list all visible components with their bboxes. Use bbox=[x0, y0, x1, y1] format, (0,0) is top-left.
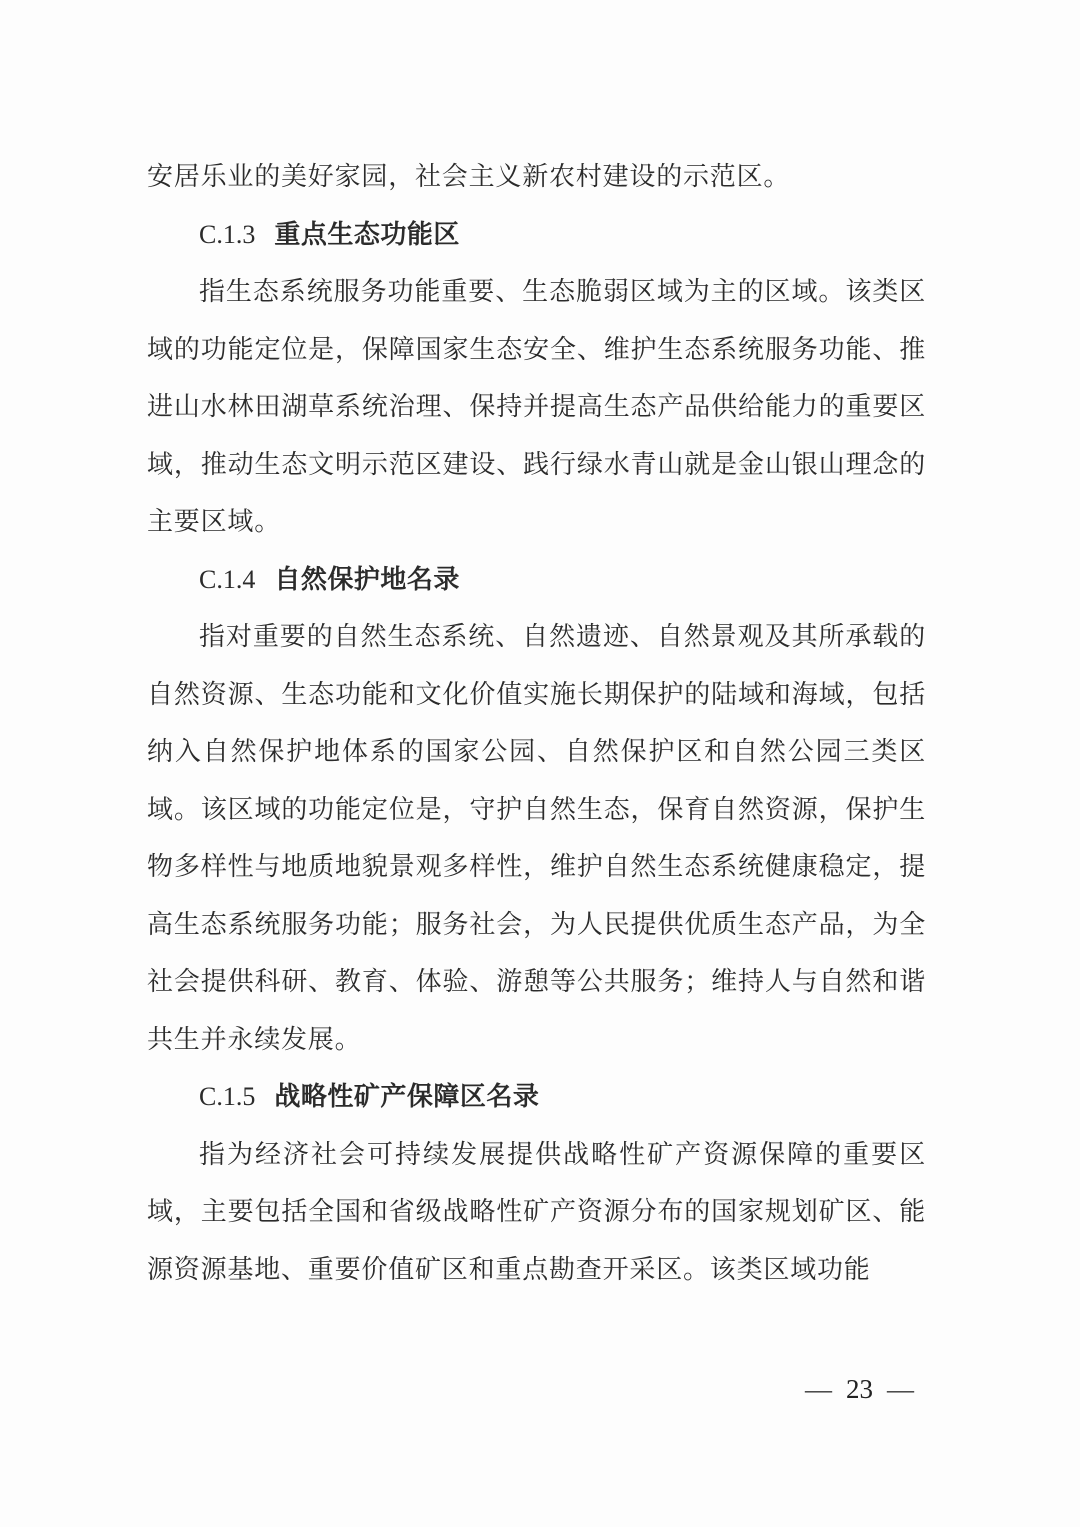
section-title: 自然保护地名录 bbox=[274, 563, 460, 594]
section-number: C.1.3 bbox=[199, 219, 256, 249]
footer-dash-left: — bbox=[805, 1374, 832, 1404]
page-number-footer bbox=[791, 1372, 928, 1406]
footer-dash-right: — bbox=[887, 1374, 914, 1404]
section-heading-c13 bbox=[147, 206, 926, 264]
section-title: 重点生态功能区 bbox=[274, 218, 460, 249]
page-content bbox=[147, 148, 926, 1298]
section-body-c14: 指对重要的自然生态系统、自然遗迹、自然景观及其所承载的自然资源、生态功能和文化价值实施长期保护的陆域和海域，包括纳入自然保护地体系的国家公园、自然保护区和自然公园三类区域。该区域的功能定位是，守护自然生态，保育自然资源，保护生物多样性与地质地貌景观多样性，维护自然生态系统健康稳定，提高生态系统服务功能；服务社会，为人民提供优质生态产品，为全社会提供科研、教育、体验、游憩等公共服务；维持人与自然和谐共生并永续发展。 bbox=[147, 622, 926, 1054]
page-number: 23 bbox=[846, 1374, 873, 1404]
section-heading-c15 bbox=[147, 1068, 926, 1126]
section-heading-c14 bbox=[147, 551, 926, 609]
section-body-c15: 指为经济社会可持续发展提供战略性矿产资源保障的重要区域，主要包括全国和省级战略性矿产资源分布的国家规划矿区、能源资源基地、重要价值矿区和重点勘查开采区。该类区域功能 bbox=[147, 1139, 926, 1284]
section-number: C.1.4 bbox=[199, 564, 256, 594]
section-body-c13: 指生态系统服务功能重要、生态脆弱区域为主的区域。该类区域的功能定位是，保障国家生态安全、维护生态系统服务功能、推进山水林田湖草系统治理、保持并提高生态产品供给能力的重要区域，推动生态文明示范区建设、践行绿水青山就是金山银山理念的主要区域。 bbox=[147, 277, 926, 536]
section-number: C.1.5 bbox=[199, 1082, 256, 1111]
section-title: 战略性矿产保障区名录 bbox=[274, 1081, 540, 1111]
continuation-paragraph-line: 安居乐业的美好家园，社会主义新农村建设的示范区。 bbox=[147, 162, 791, 191]
